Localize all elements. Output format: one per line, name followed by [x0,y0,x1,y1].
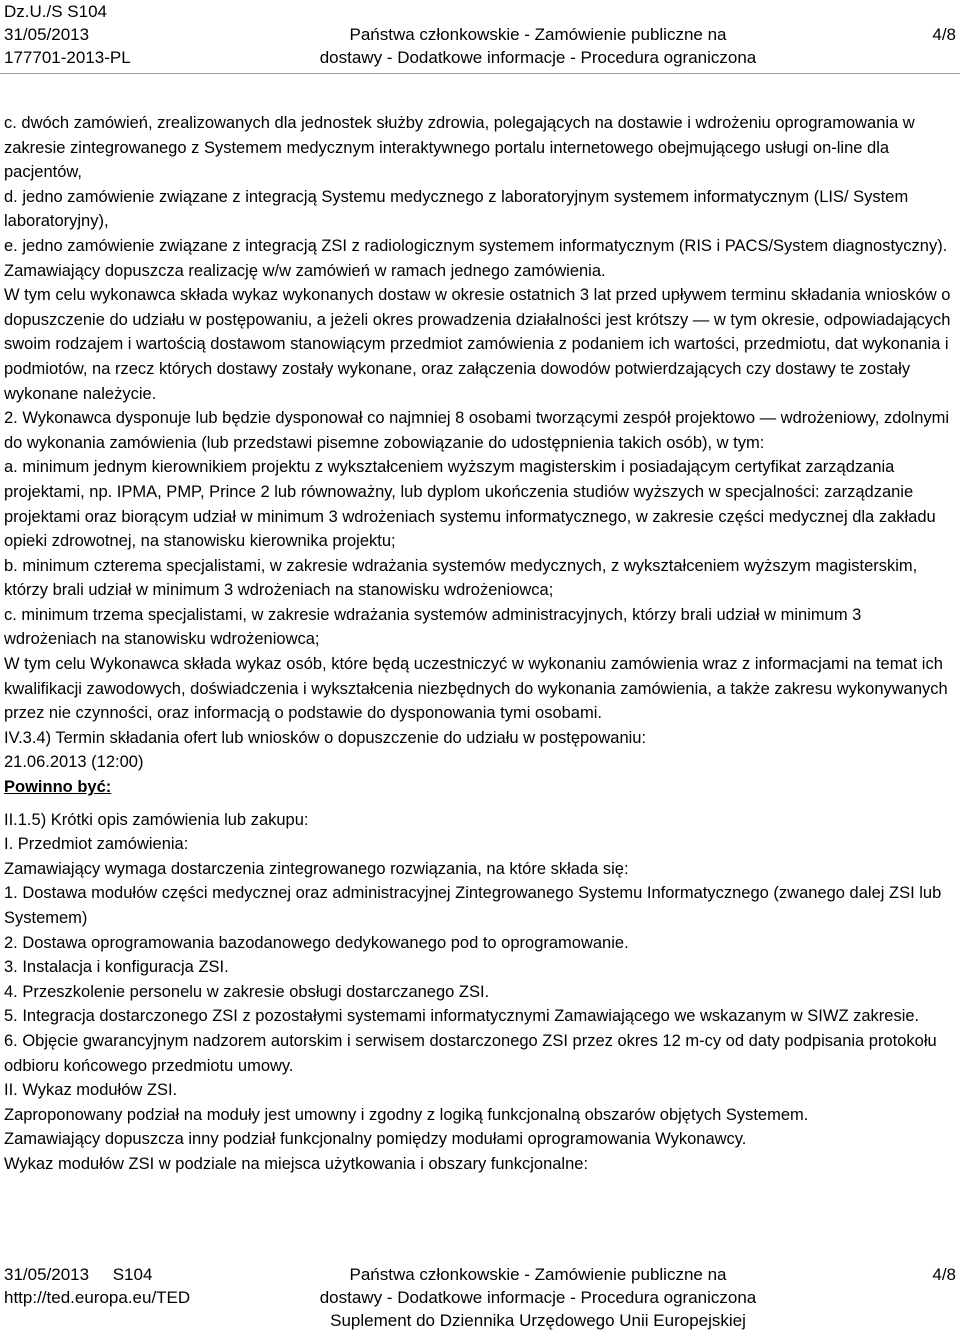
spacer [4,800,956,808]
header-title-line2: dostawy - Dodatkowe informacje - Procedura ograniczona [319,48,757,67]
paragraph: 5. Integracja dostarczonego ZSI z pozostałymi systemami informatycznymi Zamawiającego we wskazanym w SIWZ zakresie. [4,1007,920,1026]
journal-reference: Dz.U./S S104 [4,2,107,21]
paragraph: c. minimum trzema specjalistami, w zakresie wdrażania systemów administracyjnych, którzy brali udział w minimum 3 wdrożeniach na stanowisku wdrożeniowca; [4,605,862,649]
header-divider [0,73,960,74]
paragraph: Wykaz modułów ZSI w podziale na miejsca użytkowania i obszary funkcjonalne: [4,1154,589,1173]
paragraph: c. dwóch zamówień, zrealizowanych dla jednostek służby zdrowia, polegających na dostawie i wdrożeniu oprogramowania w zakresie zintegrowanego z Systemem medycznym interaktywnego portalu internetowego obejmującego usługi on-line dla pacjentów, [4,114,915,182]
footer-title-line1: Państwa członkowskie - Zamówienie publiczne na [349,1265,727,1284]
header-title-line1: Państwa członkowskie - Zamówienie publiczne na [349,25,727,44]
page-header [4,0,956,70]
header-left [4,0,131,69]
paragraph: Zamawiający dopuszcza realizację w/w zamówień w ramach jednego zamówienia. [4,261,606,280]
paragraph: 2. Dostawa oprogramowania bazodanowego dedykowanego pod to oprogramowanie. [4,933,629,952]
paragraph: 2. Wykonawca dysponuje lub będzie dysponował co najmniej 8 osobami tworzącymi zespół projektowo — wdrożeniowy, zdolnymi do wykonania zamówienia (lub przedstawi pisemne zobowiązanie do udostępnienia takich osób), w tym: [4,409,950,452]
paragraph: 3. Instalacja i konfiguracja ZSI. [4,958,229,977]
paragraph: Zaproponowany podział na moduły jest umowny i zgodny z logiką funkcjonalną obszarów objętych Systemem. [4,1105,809,1124]
paragraph: W tym celu Wykonawca składa wykaz osób, które będą uczestniczyć w wykonaniu zamówienia wraz z informacjami na temat ich kwalifikacji zawodowych, doświadczenia i wykształcenia niezbędnych do wykonania zamówienia, a także zakresu wykonywanych przez nie czynności, oraz informacją o podstawie do dysponowania tymi osobami. [4,655,948,723]
paragraph: a. minimum jednym kierownikiem projektu z wykształceniem wyższym magisterskim i posiadającym certyfikat zarządzania projektami, np. IPMA, PMP, Prince 2 lub równoważny, lub dyplom ukończenia studiów wyższych w specjalności: zarządzanie projektami oraz biorącym udział w minimum 3 wdrożeniach systemu informatycznego, w zakresie części medycznej dla zakładu opieki zdrowotnej, na stanowisku kierownika projektu; [4,458,936,551]
paragraph: 1. Dostawa modułów części medycznej oraz administracyjnej Zintegrowanego Systemu Informatycznego (zwanego dalej ZSI lub Systemem) [4,884,942,927]
paragraph: 21.06.2013 (12:00) [4,753,144,772]
paragraph: Zamawiający wymaga dostarczenia zintegrowanego rozwiązania, na które składa się: [4,859,629,878]
paragraph: W tym celu wykonawca składa wykaz wykonanych dostaw w okresie ostatnich 3 lat przed upływem terminu składania wniosków o dopuszczenie do udziału w postępowaniu, a jeżeli okres prowadzenia działalności jest krótszy — w tym okresie, odpowiadających swoim rodzajem i wartością dostawom stanowiącym przedmiot zamówienia z podaniem ich wartości, przedmiotu, dat wykonania i podmiotów, na rzecz których dostawy zostały wykonane, oraz załączenia dowodów potwierdzających czy dostawy te zostały wykonane należycie. [4,286,951,403]
paragraph: e. jedno zamówienie związane z integracją ZSI z radiologicznym systemem informatycznym (RIS i PACS/System diagnostyczny). [4,236,948,255]
footer-url[interactable]: http://ted.europa.eu/TED [4,1288,191,1307]
publication-date: 31/05/2013 [4,25,90,44]
paragraph: 6. Objęcie gwarancyjnym nadzorem autorskim i serwisem dostarczonego ZSI przez okres 12 m-cy od daty podpisania protokołu odbioru końcowego przedmiotu umowy. [4,1031,937,1075]
paragraph: 4. Przeszkolenie personelu w zakresie obsługi dostarczanego ZSI. [4,982,490,1001]
paragraph: d. jedno zamówienie związane z integracją Systemu medycznego z laboratoryjnym systemem informatycznym (LIS/ System laboratoryjny), [4,187,909,231]
notice-number: 177701-2013-PL [4,48,131,67]
footer-date-series: 31/05/2013 S104 [4,1265,153,1284]
document-body [4,111,956,1177]
footer-page-number: 4/8 [932,1265,956,1284]
header-page-number: 4/8 [932,25,956,44]
footer-left [4,1263,190,1309]
paragraph: II. Wykaz modułów ZSI. [4,1081,178,1100]
page-footer [4,1263,956,1333]
footer-title-line2: dostawy - Dodatkowe informacje - Procedura ograniczona [319,1288,757,1307]
footer-title [308,1263,768,1332]
should-be-heading: Powinno być: [4,778,112,797]
footer-title-line3: Suplement do Dziennika Urzędowego Unii Europejskiej [330,1311,746,1330]
paragraph: IV.3.4) Termin składania ofert lub wniosków o dopuszczenie do udziału w postępowaniu: [4,728,647,747]
paragraph: I. Przedmiot zamówienia: [4,835,189,854]
header-title [308,23,768,69]
paragraph: b. minimum czterema specjalistami, w zakresie wdrażania systemów medycznych, z wykształceniem wyższym magisterskim, którzy brali udział w minimum 3 wdrożeniach na stanowisku wdrożeniowca; [4,556,918,600]
paragraph: Zamawiający dopuszcza inny podział funkcjonalny pomiędzy modułami oprogramowania Wykonawcy. [4,1130,747,1149]
paragraph: II.1.5) Krótki opis zamówienia lub zakupu: [4,810,309,829]
